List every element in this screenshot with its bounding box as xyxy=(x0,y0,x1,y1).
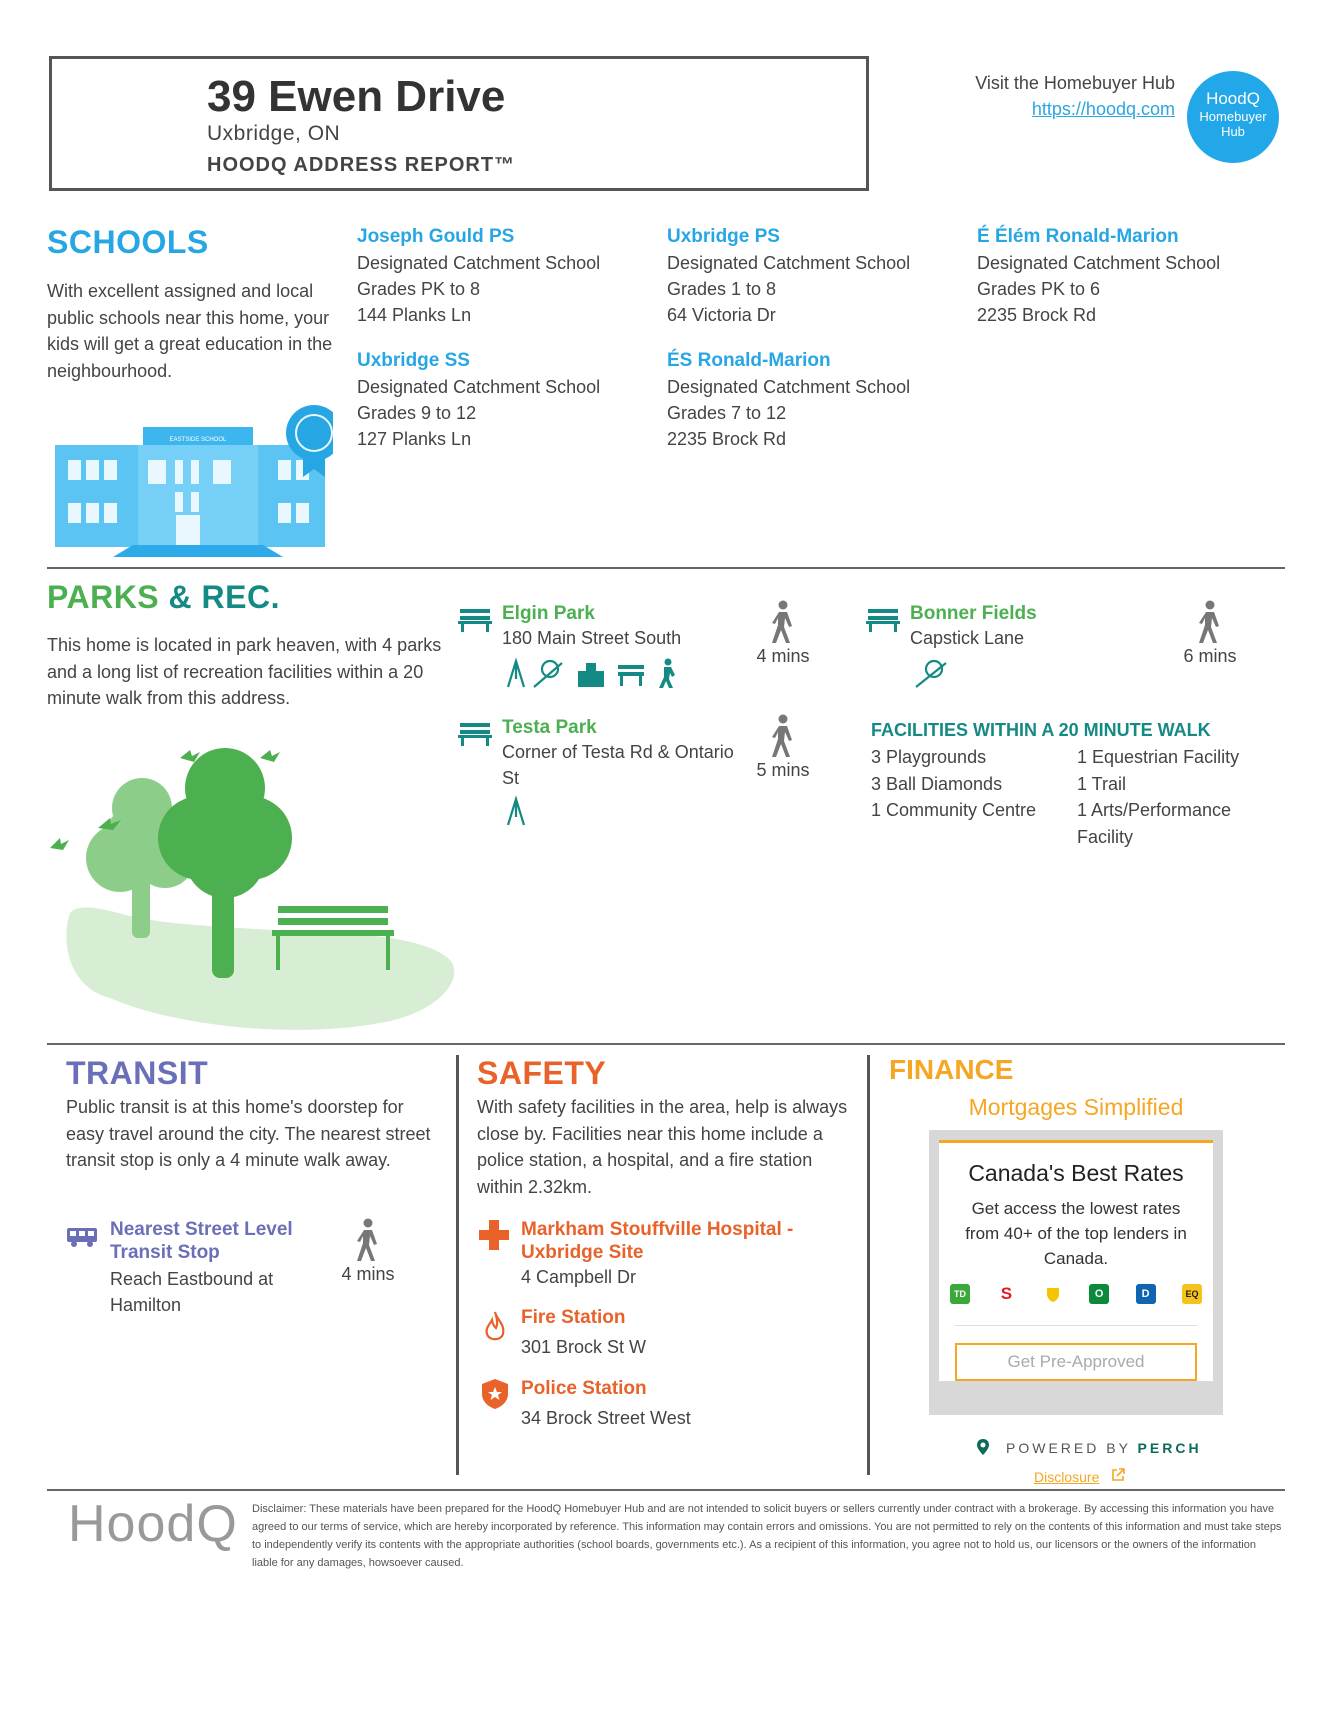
disclaimer-text: Disclaimer: These materials have been prepared for the HoodQ Homebuyer Hub and are not intended to solicit buyers or sellers currently under contract with a brokerage. By accessing this information you have agreed to our terms of service, which are hereby incorporated by reference. This information may contain errors and omissions. You are not permitted to rely on the contents of this information and must take steps to independently verify its contents with the appropriate authorities (school boards, governments etc.). As a recipient of this information, you agree not to hold us, our licensors or the owners of the information liable for any damages, howsoever caused. xyxy=(252,1503,1282,1569)
rates-card-title: Canada's Best Rates xyxy=(968,1160,1184,1186)
td-logo-icon: TD xyxy=(950,1284,970,1304)
schools-heading: SCHOOLS xyxy=(47,224,209,260)
bus-icon xyxy=(66,1226,98,1248)
park-address: Corner of Testa Rd & Ontario St xyxy=(502,742,734,788)
hub-visit-text: Visit the Homebuyer Hub xyxy=(975,73,1175,93)
column-divider xyxy=(867,1055,870,1475)
community-centre-icon xyxy=(578,663,604,687)
facility-item: 1 Arts/Performance Facility xyxy=(1077,800,1232,847)
parks-heading xyxy=(47,579,280,616)
walk-icon xyxy=(353,1218,383,1262)
school-type: Designated Catchment School xyxy=(667,377,911,397)
finance-subtitle: Mortgages Simplified xyxy=(968,1094,1184,1120)
school-sign-text: EASTSIDE SCHOOL xyxy=(169,437,227,443)
safety-facility-address: 301 Brock St W xyxy=(521,1337,647,1357)
facilities-heading: FACILITIES WITHIN A 20 MINUTE WALK xyxy=(871,720,1211,740)
playground-icon xyxy=(508,661,524,687)
facility-item: 3 Playgrounds xyxy=(871,747,987,767)
school-name[interactable]: É Élém Ronald-Marion xyxy=(977,226,1179,247)
park-card xyxy=(502,717,752,791)
divider xyxy=(47,1489,1285,1491)
divider xyxy=(47,1043,1285,1045)
walk-time: 4 mins xyxy=(756,646,810,666)
parks-heading-2: & REC. xyxy=(168,579,280,615)
safety-facility-address: 4 Campbell Dr xyxy=(521,1267,637,1287)
perch-brand: PERCH xyxy=(1137,1440,1202,1456)
park-bench-icon xyxy=(458,720,492,746)
facility-item: 1 Trail xyxy=(1077,773,1127,794)
school-name[interactable]: Uxbridge SS xyxy=(357,350,470,371)
school-address: 2235 Brock Rd xyxy=(667,429,787,449)
park-illustration xyxy=(50,728,460,1038)
playground-icon xyxy=(504,795,530,827)
school-card xyxy=(357,348,647,452)
report-label: HOODQ ADDRESS REPORT™ xyxy=(207,154,516,176)
column-divider xyxy=(456,1055,459,1475)
safety-description: With safety facilities in the area, help is always close by. Facilities near this home include a police station, a hospital, and a fire station within 2.32km. xyxy=(477,1097,848,1197)
hoodq-logo: HoodQ xyxy=(68,1495,238,1553)
school-card xyxy=(977,224,1277,328)
safety-facility-name[interactable]: Fire Station xyxy=(521,1307,626,1328)
scotiabank-logo-icon: S xyxy=(1000,1284,1013,1303)
safety-facility-name[interactable]: Police Station xyxy=(521,1378,647,1399)
park-bench-icon xyxy=(458,606,492,632)
school-card xyxy=(357,224,647,328)
safety-heading: SAFETY xyxy=(477,1055,607,1091)
facility-item: 3 Ball Diamonds xyxy=(871,773,1003,794)
school-card xyxy=(667,348,957,452)
walk-icon xyxy=(768,714,798,758)
school-grades: Grades PK to 6 xyxy=(977,279,1101,299)
facility-item: 1 Community Centre xyxy=(871,800,1037,820)
park-name[interactable]: Elgin Park xyxy=(502,603,595,624)
park-name[interactable]: Testa Park xyxy=(502,717,597,738)
school-type: Designated Catchment School xyxy=(667,253,911,273)
eq-bank-logo-icon: EQ xyxy=(1182,1284,1202,1304)
bench-icon xyxy=(618,665,644,686)
transit-stop-name[interactable]: Nearest Street Level Transit Stop xyxy=(110,1219,293,1263)
external-link-icon xyxy=(1111,1468,1125,1482)
school-name[interactable]: Joseph Gould PS xyxy=(357,226,515,247)
ball-diamond-icon xyxy=(912,657,952,689)
school-grades: Grades PK to 8 xyxy=(357,279,481,299)
police-shield-icon xyxy=(481,1378,509,1410)
powered-by-text: POWERED BY xyxy=(1006,1440,1131,1456)
park-name[interactable]: Bonner Fields xyxy=(910,603,1037,624)
disclosure-link[interactable]: Disclosure xyxy=(1034,1469,1100,1485)
amenity-icons xyxy=(504,657,684,689)
school-grades: Grades 7 to 12 xyxy=(667,403,787,423)
safety-facility-name[interactable]: Markham Stouffville Hospital - Uxbridge Site xyxy=(521,1219,794,1263)
homebuyer-hub-badge[interactable] xyxy=(1187,71,1279,163)
schools-description: With excellent assigned and local public schools near this home, your kids will get a great education in the neighbourhood. xyxy=(47,281,333,381)
park-card xyxy=(502,603,742,651)
walk-time: 5 mins xyxy=(756,760,810,780)
badge-line-3: Hub xyxy=(1221,124,1245,139)
park-card xyxy=(910,603,1150,651)
school-name[interactable]: Uxbridge PS xyxy=(667,226,780,247)
parks-heading-1: PARKS xyxy=(47,579,160,615)
divider xyxy=(47,567,1285,569)
hub-link[interactable]: https://hoodq.com xyxy=(1031,99,1175,119)
powered-by xyxy=(1006,1440,1202,1456)
transit-stop-detail: Reach Eastbound at Hamilton xyxy=(110,1269,274,1315)
school-type: Designated Catchment School xyxy=(357,253,601,273)
school-card xyxy=(667,224,957,328)
walk-time: 6 mins xyxy=(1183,646,1237,666)
school-name[interactable]: ÉS Ronald-Marion xyxy=(667,350,831,371)
transit-heading: TRANSIT xyxy=(66,1055,209,1091)
badge-line-2: Homebuyer xyxy=(1199,109,1267,124)
card-divider xyxy=(955,1325,1197,1326)
school-address: 64 Victoria Dr xyxy=(667,305,776,325)
desjardins-logo-icon xyxy=(1043,1284,1063,1304)
bmo-logo-icon: D xyxy=(1136,1284,1156,1304)
school-address: 127 Planks Ln xyxy=(357,429,472,449)
walk-icon xyxy=(768,600,798,644)
address-title: 39 Ewen Drive xyxy=(207,72,506,121)
school-address: 144 Planks Ln xyxy=(357,305,472,325)
fire-icon xyxy=(483,1310,507,1342)
park-address: Capstick Lane xyxy=(910,628,1025,648)
park-amenity-icons xyxy=(504,657,684,689)
safety-facility-address: 34 Brock Street West xyxy=(521,1408,691,1428)
school-type: Designated Catchment School xyxy=(977,253,1221,273)
finance-heading: FINANCE xyxy=(889,1054,1014,1085)
facility-item: 1 Equestrian Facility xyxy=(1077,747,1240,767)
walk-icon xyxy=(1195,600,1225,644)
lender-logos xyxy=(950,1284,1202,1308)
trail-icon xyxy=(659,659,675,689)
school-type: Designated Catchment School xyxy=(357,377,601,397)
park-address: 180 Main Street South xyxy=(502,628,682,648)
walk-time: 4 mins xyxy=(341,1264,395,1284)
school-grades: Grades 9 to 12 xyxy=(357,403,477,423)
facilities-list-right xyxy=(1077,744,1282,850)
get-pre-approved-button[interactable]: Get Pre-Approved xyxy=(955,1343,1197,1381)
rbc-logo-icon: O xyxy=(1089,1284,1109,1304)
facilities-list-left xyxy=(871,744,1071,824)
hospital-icon xyxy=(477,1218,511,1252)
map-pin-icon xyxy=(975,1438,991,1456)
school-building-illustration xyxy=(53,405,333,560)
park-bench-icon xyxy=(866,606,900,632)
parks-description: This home is located in park heaven, with 4 parks and a long list of recreation facilities within a 20 minute walk from this address. xyxy=(47,635,442,708)
rates-card-text: Get access the lowest rates from 40+ of the top lenders in Canada. xyxy=(965,1199,1187,1268)
address-city: Uxbridge, ON xyxy=(207,122,341,145)
school-grades: Grades 1 to 8 xyxy=(667,279,777,299)
badge-line-1: HoodQ xyxy=(1206,89,1260,108)
school-address: 2235 Brock Rd xyxy=(977,305,1097,325)
transit-description: Public transit is at this home's doorstep for easy travel around the city. The nearest street transit stop is only a 4 minute walk away. xyxy=(66,1097,431,1170)
